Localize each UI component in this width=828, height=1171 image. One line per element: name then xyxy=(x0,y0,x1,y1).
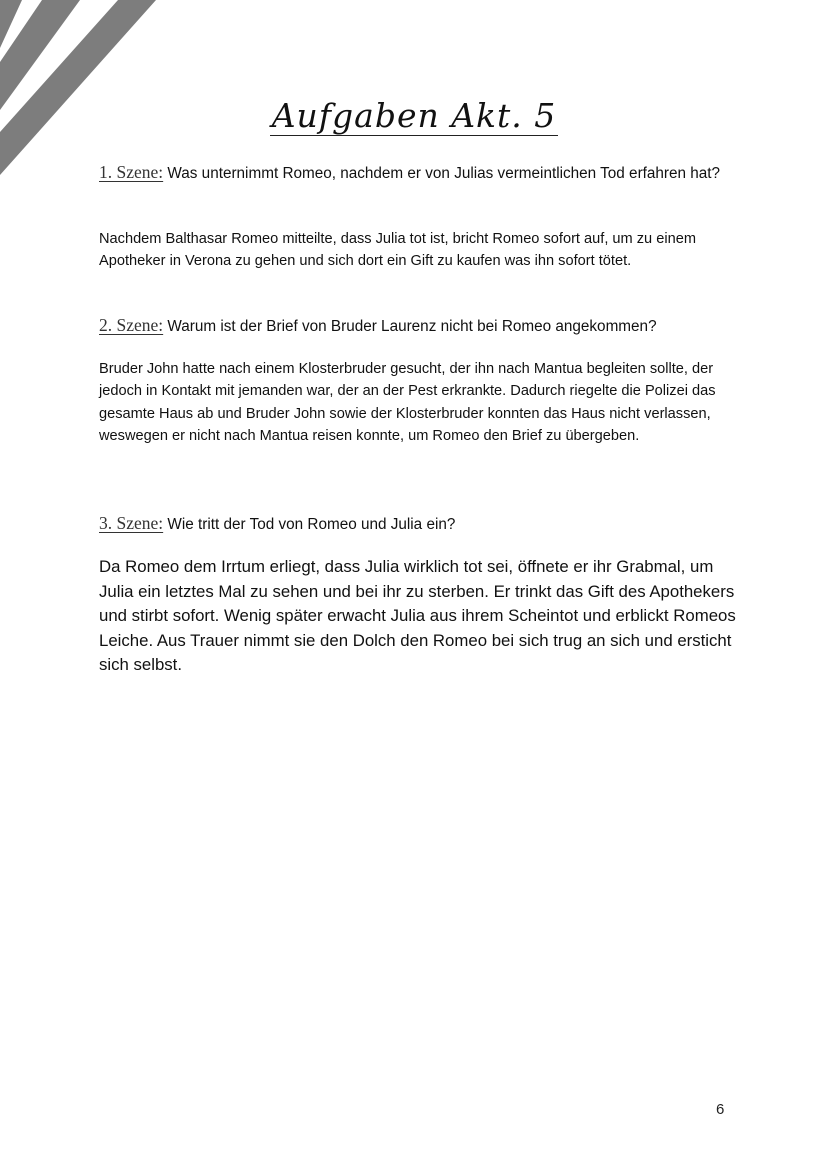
scene-1-question-block xyxy=(99,160,739,186)
scene-2-label: 2. Szene: xyxy=(99,315,164,335)
scene-3-answer: Da Romeo dem Irrtum erliegt, dass Julia wirklich tot sei, öffnete er ihr Grabmal, um Julia ein letztes Mal zu sehen und bei ihr zu sterben. Er trinkt das Gift des Apothekers und stirbt sofort. Wenig später erwacht Julia aus ihrem Scheintot und erblickt Romeos Leiche. Aus Trauer nimmt sie den Dolch den Romeo bei sich trug an sich und ersticht sich selbst. xyxy=(99,557,736,675)
scene-1-answer: Nachdem Balthasar Romeo mitteilte, dass Julia tot ist, bricht Romeo sofort auf, um zu einem Apotheker in Verona zu gehen und sich dort ein Gift zu kaufen was ihn sofort tötet. xyxy=(99,231,696,270)
corner-stripes-decoration xyxy=(0,0,170,180)
scene-3-question-block xyxy=(99,511,739,537)
scene-3-label: 3. Szene: xyxy=(99,513,164,533)
page-title-text: Aufgaben Akt. 5 xyxy=(271,96,557,135)
scene-3-question: Wie tritt der Tod von Romeo und Julia ein? xyxy=(167,516,456,533)
scene-2-question-block xyxy=(99,313,739,339)
scene-1-question: Was unternimmt Romeo, nachdem er von Julias vermeintlichen Tod erfahren hat? xyxy=(167,165,721,182)
page-number: 6 xyxy=(716,1101,725,1118)
page-title xyxy=(0,96,828,136)
scene-2-question: Warum ist der Brief von Bruder Laurenz nicht bei Romeo angekommen? xyxy=(167,318,657,335)
scene-1-label: 1. Szene: xyxy=(99,162,164,182)
scene-2-answer: Bruder John hatte nach einem Klosterbruder gesucht, der ihn nach Mantua begleiten sollte, der jedoch in Kontakt mit jemanden war, der an der Pest erkrankte. Dadurch riegelte die Polizei das gesamte Haus ab und Bruder John sowie der Klosterbruder konnten das Haus nicht verlassen, weswegen er nicht nach Mantua reisen konnte, um Romeo den Brief zu übergeben. xyxy=(99,361,716,444)
